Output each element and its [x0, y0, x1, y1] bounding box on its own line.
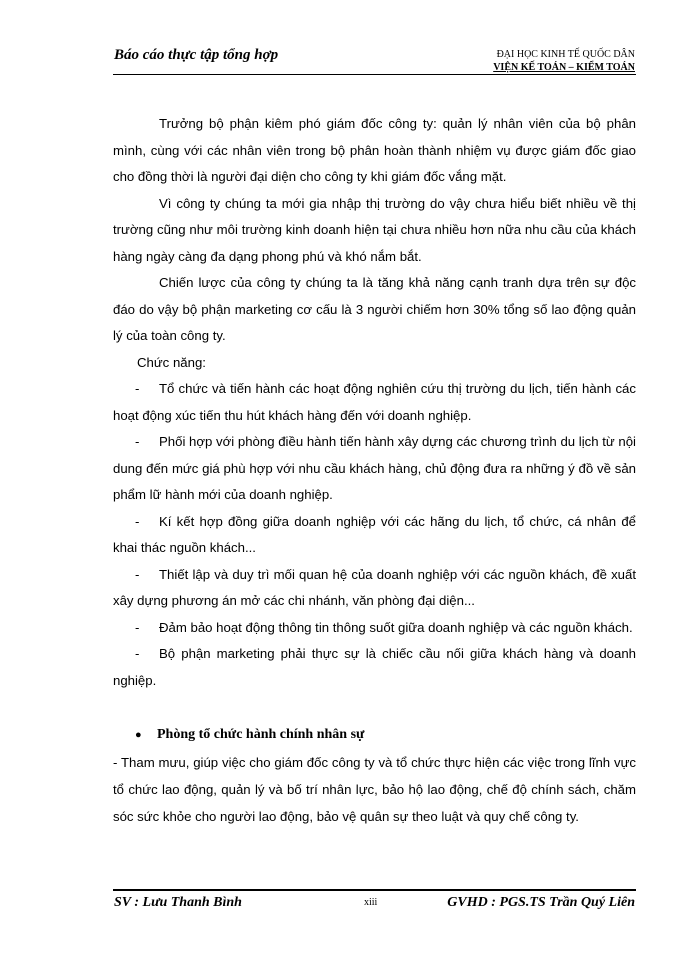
list-item	[113, 429, 636, 509]
dash-marker: -	[135, 434, 140, 449]
list-item	[113, 562, 636, 615]
paragraph-manager-role: Trưởng bộ phận kiêm phó giám đốc công ty: quản lý nhân viên của bộ phân mình, cùng với các nhân viên trong bộ phân hoàn thành nhiệm vụ được giám đốc giao cho đồng thời là người đại diện cho công ty khi giám đốc vắng mặt.	[113, 116, 636, 184]
student-name: SV : Lưu Thanh Bình	[114, 895, 242, 910]
list-item-text: Kí kết hợp đồng giữa doanh nghiệp với các hãng du lịch, tổ chức, cá nhân để khai thác nguồn khách...	[113, 513, 636, 555]
dash-marker: -	[135, 513, 140, 529]
bullet-icon: ●	[135, 729, 142, 741]
page-body	[113, 111, 636, 830]
list-item	[113, 641, 636, 694]
advisor-name: GVHD : PGS.TS Trần Quý Liên	[447, 895, 635, 910]
dash-marker: -	[135, 381, 140, 396]
section-heading	[113, 722, 636, 749]
list-item-text: Tổ chức và tiến hành các hoạt động nghiên cứu thị trường du lịch, tiến hành các hoạt động xúc tiến thu hút khách hàng đến với doanh nghiệp.	[113, 381, 636, 423]
report-title: Báo cáo thực tập tổng hợp	[114, 47, 279, 63]
dash-marker: -	[135, 566, 140, 582]
paragraph-strategy: Chiến lược của công ty chúng ta là tăng khả năng cạnh tranh dựa trên sự độc đáo do vậy bộ phận marketing cơ cấu là 3 người chiếm hơn 30% tổng số lao động quản lý của toàn công ty.	[113, 275, 636, 343]
footer-rule	[113, 889, 636, 891]
list-item	[113, 509, 636, 562]
list-item-text: Bộ phận marketing phải thực sự là chiếc cầu nối giữa khách hàng và doanh nghiệp.	[113, 646, 636, 688]
paragraph-market-situation: Vì công ty chúng ta mới gia nhập thị trường do vậy chưa hiểu biết nhiều về thị trường cũng như môi trường kinh doanh hiện tại chưa nhiều hơn nữa nhu cầu của khách hàng ngày càng đa dạng phong phú và khó nắm bắt.	[113, 195, 636, 264]
dash-marker: -	[135, 646, 140, 661]
list-item-text: Thiết lập và duy trì mối quan hệ của doanh nghiệp với các nguồn khách, đề xuất xây dựng phương án mở các chi nhánh, văn phòng đại diện...	[113, 566, 636, 608]
dash-marker: -	[135, 619, 140, 635]
university-name: ĐẠI HỌC KINH TẾ QUỐC DÂN	[496, 49, 635, 60]
list-item-text: Phối hợp với phòng điều hành tiến hành xây dựng các chương trình du lịch từ nội dung đến mức giá phù hợp với nhu cầu khách hàng, chủ động đưa ra những ý đồ về sản phẩm lữ hành mới của doanh nghiệp.	[113, 434, 636, 502]
header-rule	[113, 74, 636, 75]
institution-block	[493, 48, 635, 74]
institute-name: VIỆN KẾ TOÁN – KIỂM TOÁN	[493, 62, 635, 73]
page-number: xiii	[364, 897, 378, 908]
section-heading-text: Phòng tổ chức hành chính nhân sự	[157, 727, 365, 742]
list-item	[113, 615, 636, 642]
paragraph-hr-duties: - Tham mưu, giúp việc cho giám đốc công ty và tổ chức thực hiện các việc trong lĩnh vực tổ chức lao động, quản lý và bố trí nhân lực, bảo hộ lao động, chế độ chính sách, chăm sóc sức khỏe cho người lao động, bảo vệ quân sự theo luật và quy chế công ty.	[113, 754, 636, 824]
functions-label: Chức năng:	[137, 354, 206, 370]
list-item-text: Đảm bảo hoạt động thông tin thông suốt giữa doanh nghiệp và các nguồn khách.	[159, 619, 633, 635]
list-item	[113, 376, 636, 429]
